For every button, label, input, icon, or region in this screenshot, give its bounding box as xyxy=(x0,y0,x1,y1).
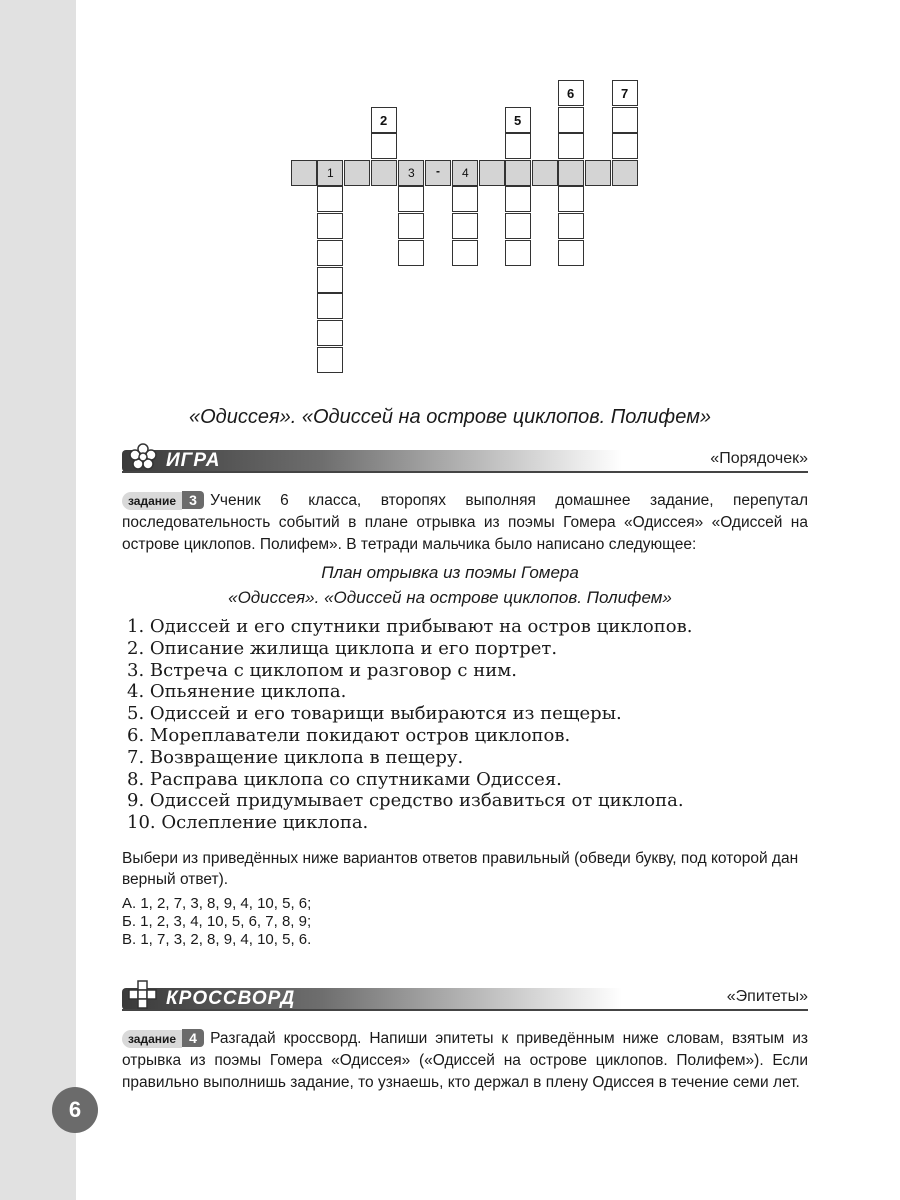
crossword-cell[interactable] xyxy=(371,160,397,186)
answer-option-b[interactable]: Б. 1, 2, 3, 4, 10, 5, 6, 7, 8, 9; xyxy=(122,913,312,930)
crossword-cell[interactable] xyxy=(558,213,584,239)
crossword-cell[interactable] xyxy=(479,160,505,186)
crossword-cell[interactable] xyxy=(371,133,397,159)
crossword-cell[interactable] xyxy=(612,107,638,133)
cell-number: 3 xyxy=(408,166,415,180)
answer-option-a[interactable]: А. 1, 2, 7, 3, 8, 9, 4, 10, 5, 6; xyxy=(122,895,312,912)
cell-number: 1 xyxy=(327,166,334,180)
crossword-cell[interactable] xyxy=(558,160,584,186)
cell-number: 2 xyxy=(380,113,388,128)
crossword-cell[interactable] xyxy=(532,160,558,186)
task-tag-word: задание xyxy=(122,1030,182,1048)
crossword-cell[interactable] xyxy=(452,186,478,212)
task-4 xyxy=(122,1028,808,1094)
crossword-cell[interactable] xyxy=(291,160,317,186)
instruction-text: Выбери из приведённых ниже вариантов ответов правильный (обведи букву, под которой дан верный ответ). xyxy=(122,850,799,888)
plan-item: 7. Возвращение циклопа в пещеру. xyxy=(127,746,464,768)
crossword-cell[interactable] xyxy=(452,160,478,186)
crossword-cell[interactable] xyxy=(344,160,370,186)
crossword-cell[interactable] xyxy=(558,80,584,106)
plan-list xyxy=(127,616,692,834)
answer-options xyxy=(122,895,311,949)
task-tag-word: задание xyxy=(122,492,182,510)
crossword-cell[interactable] xyxy=(585,160,611,186)
crossword-cell[interactable] xyxy=(612,160,638,186)
plan-item: 1. Одиссей и его спутники прибывают на остров циклопов. xyxy=(127,616,693,637)
crossword-cell[interactable] xyxy=(505,240,531,266)
task-text: Ученик 6 класса, второпях выполняя домашнее задание, перепутал последовательность событий в плане отрывка из поэмы Гомера «Одиссея» «Одиссей на острове циклопов. Полифем». В тетради мальчика было написано следующее: xyxy=(122,492,808,554)
plan-item: 10. Ослепление циклопа. xyxy=(127,812,369,834)
crossword-cell[interactable] xyxy=(317,186,343,212)
crossword-cell[interactable] xyxy=(317,267,343,293)
crossword-cell[interactable] xyxy=(505,133,531,159)
plan-item: 5. Одиссей и его товарищи выбираются из пещеры. xyxy=(127,703,622,725)
banner-title: КРОССВОРД xyxy=(166,988,296,1009)
plan-item: 4. Опьянение циклопа. xyxy=(127,681,347,703)
plan-item: 6. Мореплаватели покидают остров циклопов. xyxy=(127,724,571,746)
crossword-cell[interactable] xyxy=(398,160,424,186)
game-banner xyxy=(122,448,808,474)
section-title: «Одиссея». «Одиссей на острове циклопов. Полифем» xyxy=(188,406,712,428)
task-tag-number: 3 xyxy=(182,491,204,509)
cell-number: 6 xyxy=(567,86,575,101)
crossword-banner xyxy=(122,986,808,1012)
answer-option-c[interactable]: В. 1, 7, 3, 2, 8, 9, 4, 10, 5, 6. xyxy=(122,931,312,948)
crossword-cell[interactable] xyxy=(317,213,343,239)
crossword-cell[interactable] xyxy=(317,160,343,186)
crossword-cell[interactable] xyxy=(505,186,531,212)
plan-title-line-2: «Одиссея». «Одиссей на острове циклопов. Полифем» xyxy=(228,588,672,607)
task-tag xyxy=(122,490,210,512)
plan-item: 8. Расправа циклопа со спутниками Одиссея. xyxy=(127,768,562,790)
crossword-cell[interactable] xyxy=(558,133,584,159)
crossword-cell[interactable] xyxy=(317,240,343,266)
task-3 xyxy=(122,490,808,556)
crossword-puzzle-icon xyxy=(128,980,158,1010)
task-text: Разгадай кроссворд. Напиши эпитеты к приведённым ниже словам, взятым из отрывка из поэмы Гомера «Одиссея» («Одиссей на острове циклопов. Полифем»). Если правильно выполнишь задание, то узнаешь, кто держал в плену Одиссея в течение семи лет. xyxy=(122,1030,808,1092)
plan-title-line-1: План отрывка из поэмы Гомера xyxy=(321,563,579,582)
crossword-cell[interactable] xyxy=(505,213,531,239)
crossword-cell[interactable] xyxy=(398,240,424,266)
crossword-cell[interactable] xyxy=(317,293,343,319)
page-number: 6 xyxy=(52,1087,98,1133)
crossword-cell[interactable] xyxy=(398,213,424,239)
crossword-grid xyxy=(0,0,900,400)
banner-rule xyxy=(122,471,808,473)
crossword-cell[interactable] xyxy=(612,80,638,106)
crossword-cell[interactable] xyxy=(452,240,478,266)
crossword-cell[interactable] xyxy=(317,320,343,346)
banner-subtitle: «Порядочек» xyxy=(710,450,808,467)
crossword-cell[interactable] xyxy=(425,160,451,186)
cell-number: 4 xyxy=(462,166,469,180)
cell-number: 7 xyxy=(621,86,629,101)
crossword-cell[interactable] xyxy=(505,160,531,186)
crossword-cell[interactable] xyxy=(558,240,584,266)
cell-dash: - xyxy=(436,164,440,178)
crossword-cell[interactable] xyxy=(371,107,397,133)
crossword-cell[interactable] xyxy=(558,107,584,133)
crossword-cell[interactable] xyxy=(398,186,424,212)
plan-item: 3. Встреча с циклопом и разговор с ним. xyxy=(127,659,517,681)
task-tag xyxy=(122,1028,210,1050)
cell-number: 5 xyxy=(514,113,522,128)
flower-icon xyxy=(128,442,158,472)
crossword-cell[interactable] xyxy=(505,107,531,133)
task-tag-number: 4 xyxy=(182,1029,204,1047)
plan-item: 2. Описание жилища циклопа и его портрет. xyxy=(127,637,558,659)
banner-subtitle: «Эпитеты» xyxy=(726,988,808,1005)
crossword-cell[interactable] xyxy=(452,213,478,239)
crossword-cell[interactable] xyxy=(558,186,584,212)
crossword-cell[interactable] xyxy=(612,133,638,159)
crossword-cell[interactable] xyxy=(317,347,343,373)
plan-item: 9. Одиссей придумывает средство избавиться от циклопа. xyxy=(127,790,684,812)
banner-title: ИГРА xyxy=(166,450,221,471)
